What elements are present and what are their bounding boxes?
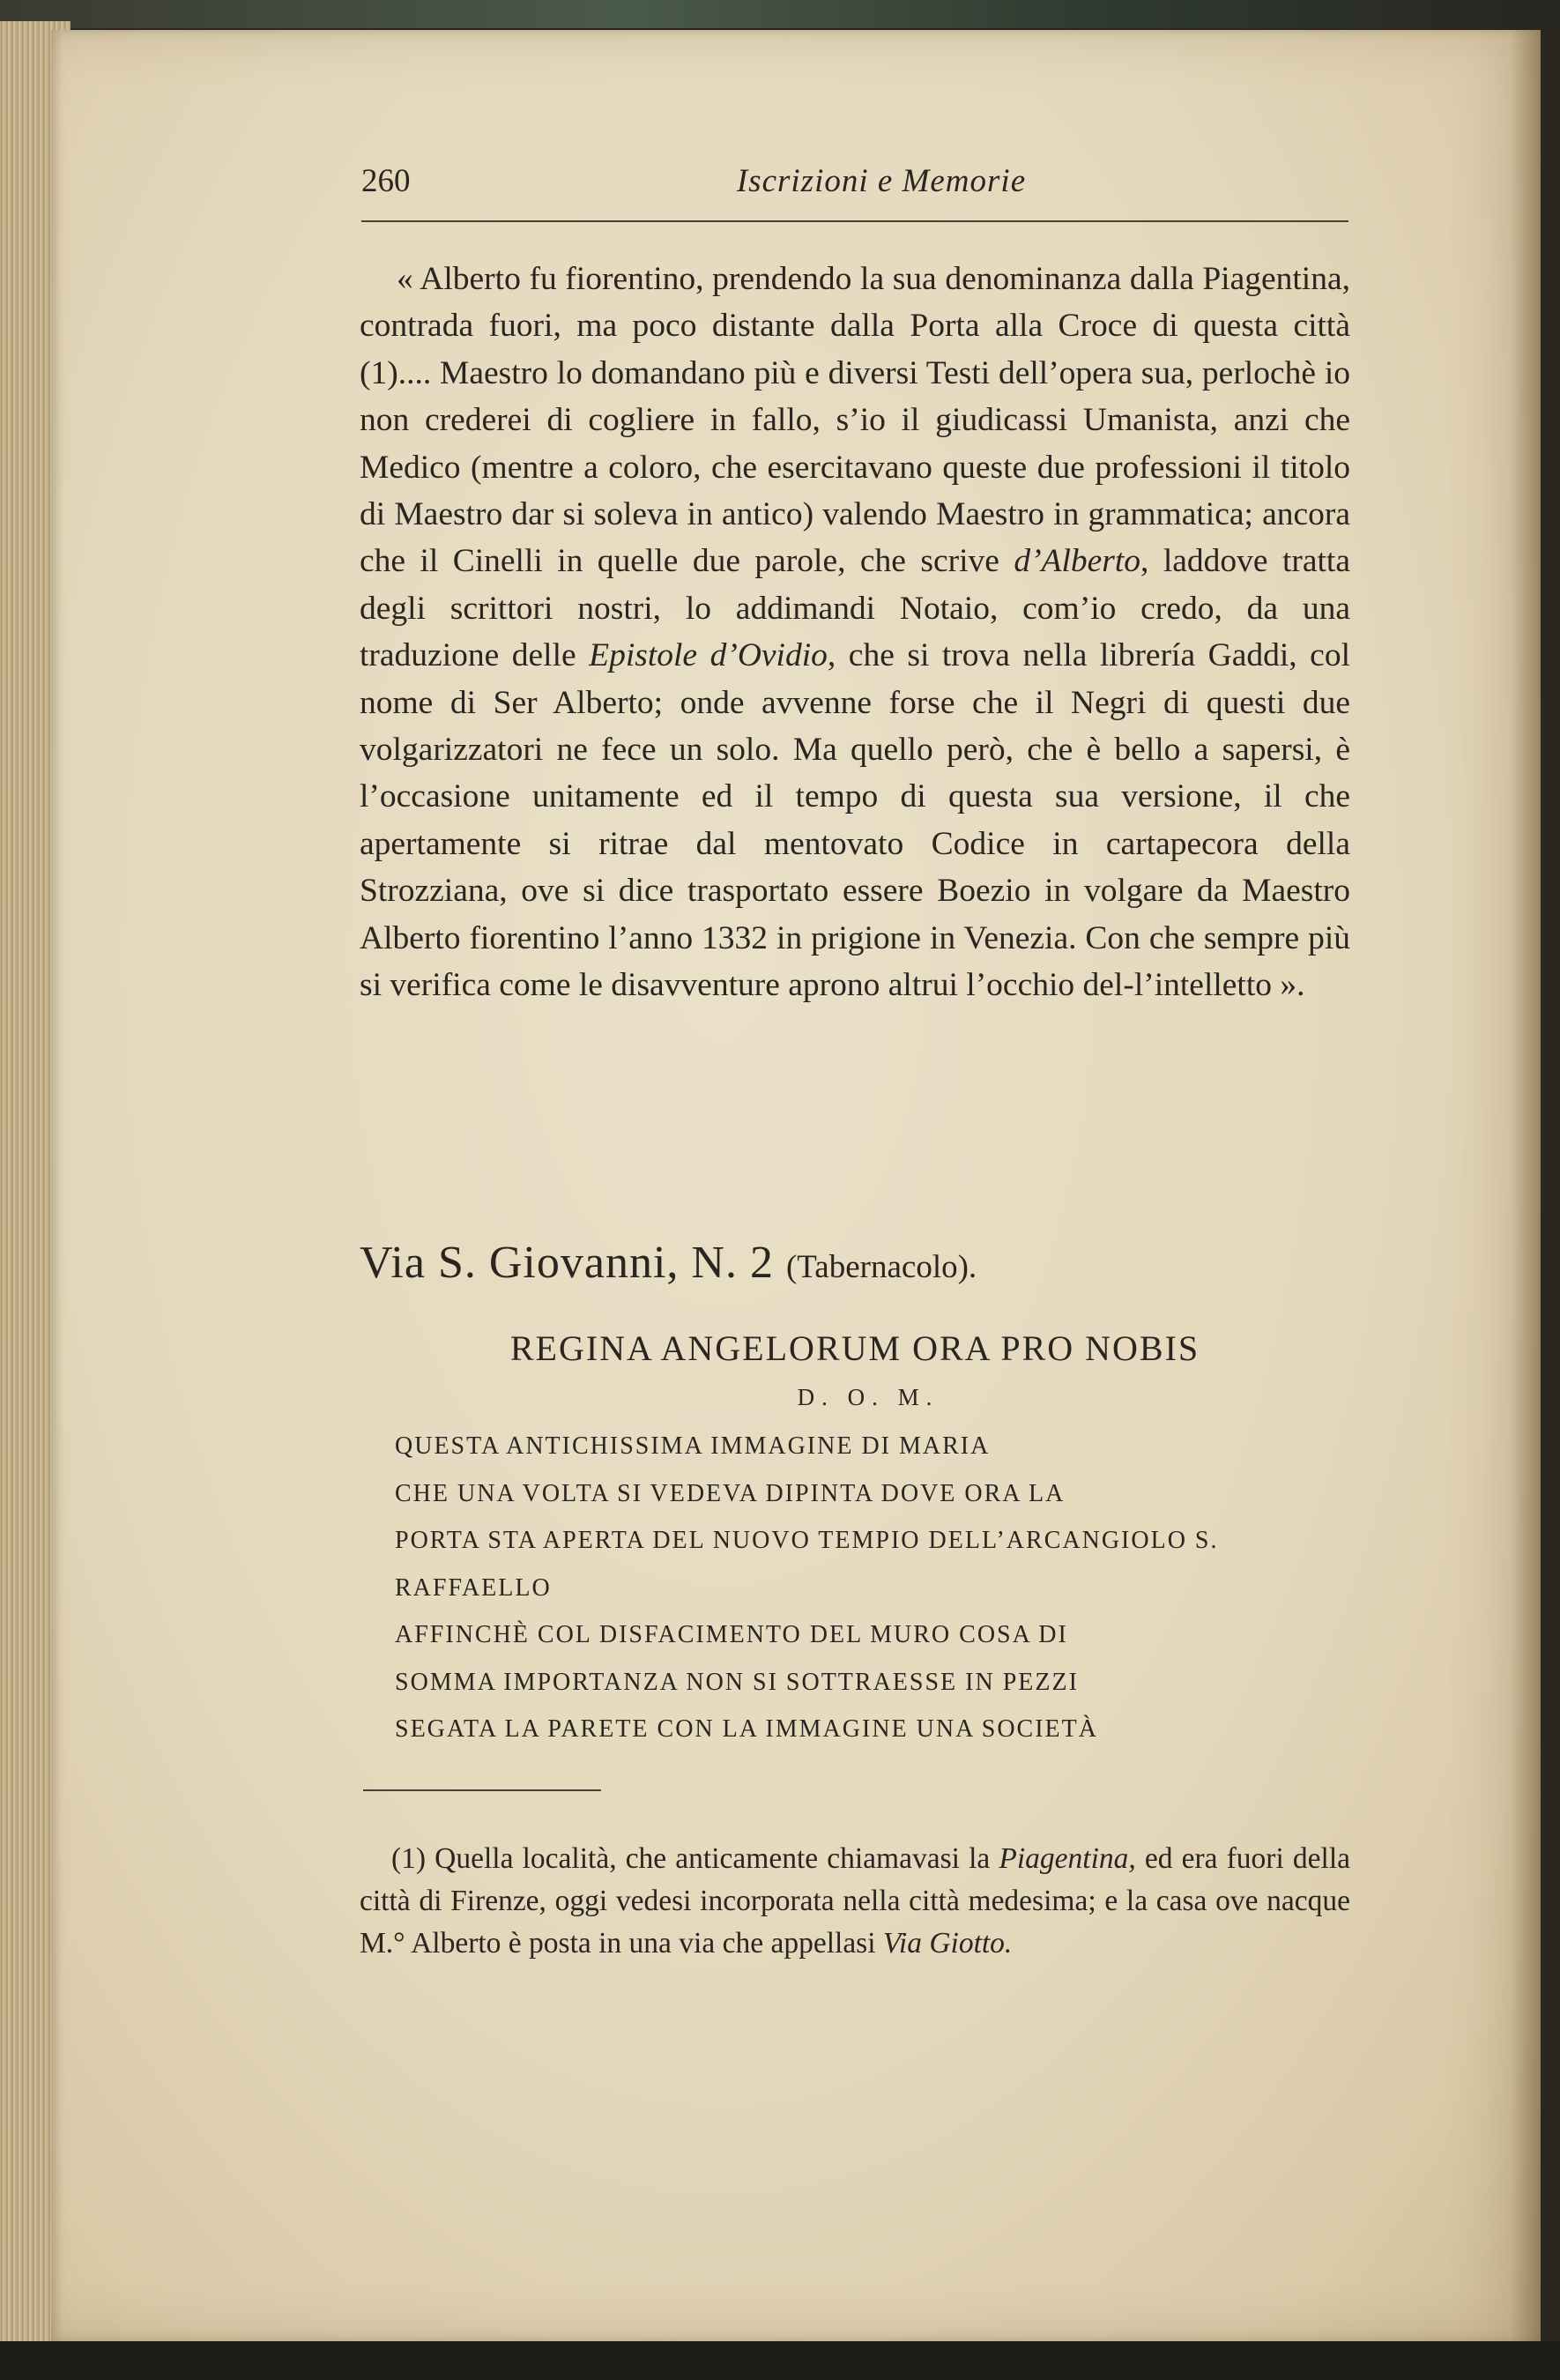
paragraph-text-part-3: , che si trova nella librería Gaddi, col nome di Ser Alberto; onde avvenne forse che il Negri di questi due volgarizzatori ne fece un solo. Ma quello però, che è bello a sapersi, è l’occasione unitamente ed il tempo di questa sua versione, il che apertamente si ritrae dal mentovato Codice in cartapecora della Strozziana, ove si dice trasportato essere Boezio in volgare da Maestro Alberto fiorentino l’anno 1332 in prigione in Venezia. Con che sempre più si verifica come le disavventure aprono altrui l’occhio del-l’intelletto ». — [360, 637, 1350, 1004]
quoted-paragraph — [360, 256, 1350, 1009]
paragraph-italic-alberto: d’Alberto — [1014, 543, 1141, 580]
footnote-italic-piagentina: Piagentina, — [999, 1842, 1136, 1875]
running-title: Iscrizioni e Memorie — [736, 163, 1027, 199]
inscription-line: AFFINCHÈ COL DISFACIMENTO DEL MURO COSA DI — [395, 1621, 1068, 1648]
inscription-line: CHE UNA VOLTA SI VEDEVA DIPINTA DOVE ORA LA — [395, 1479, 1066, 1507]
inscription-title: REGINA ANGELORUM ORA PRO NOBIS — [509, 1328, 1200, 1368]
footnote-paragraph — [360, 1838, 1350, 1965]
main-paragraph — [360, 256, 1350, 1009]
footnote-divider — [363, 1789, 601, 1791]
scan-top-background — [0, 0, 1560, 28]
footnote — [360, 1838, 1350, 1965]
page-number: 260 — [361, 163, 411, 199]
inscription-dom: D. O. M. — [797, 1384, 940, 1410]
inscription-block — [360, 1322, 1350, 1753]
book-gutter-shadow — [1511, 30, 1541, 2341]
inscription-line: RAFFAELLO — [395, 1573, 552, 1602]
paragraph-text-part-1: « Alberto fu fiorentino, prendendo la sua denominanza dalla Piagentina, contrada fuori, ma poco distante dalla Porta alla Croce di questa città (1).... Maestro lo domandano più e diversi Testi dell’opera sua, perlochè io non crederei di cogliere in fallo, s’io il giudicassi Umanista, anzi che Medico (mentre a coloro, che esercitavano queste due professioni il titolo di Maestro dar si soleva in antico) valendo Maestro in grammatica; ancora che il Cinelli in quelle due parole, che scrive — [360, 261, 1350, 580]
inscription-line: PORTA STA APERTA DEL NUOVO TEMPIO DELL’ARCANGIOLO S. — [395, 1527, 1219, 1554]
section-heading-title: Via S. Giovanni, N. 2 — [360, 1238, 774, 1288]
paragraph-italic-epistole: Epistole d’Ovidio — [589, 637, 828, 674]
section-heading — [360, 1232, 1350, 1298]
scan-bottom-background — [0, 2341, 1560, 2380]
paragraph-text-part-2: , laddove tratta degli scrittori nostri, lo addimandi Notaio, com’io credo, da una traduzione delle — [360, 543, 1350, 674]
inscription-line: SOMMA IMPORTANZA NON SI SOTTRAESSE IN PEZZI — [395, 1668, 1079, 1696]
footnote-text-part-1: (1) Quella località, che anticamente chiamavasi la — [391, 1842, 999, 1875]
inscription-lines — [360, 1423, 1350, 1753]
section-heading-note: (Tabernacolo). — [785, 1249, 977, 1285]
inscription-line: SEGATA LA PARETE CON LA IMMAGINE UNA SOCIETÀ — [395, 1715, 1098, 1743]
footnote-text-part-2: ed era fuori della città di Firenze, oggi vedesi incorporata nella città medesima; e la casa ove nacque M.° Alberto è posta in una via che appellasi — [360, 1842, 1350, 1960]
inscription-line: QUESTA ANTICHISSIMA IMMAGINE DI MARIA — [395, 1432, 991, 1460]
footnote-italic-via-giotto: Via Giotto. — [882, 1927, 1013, 1960]
page-header — [361, 159, 1348, 222]
